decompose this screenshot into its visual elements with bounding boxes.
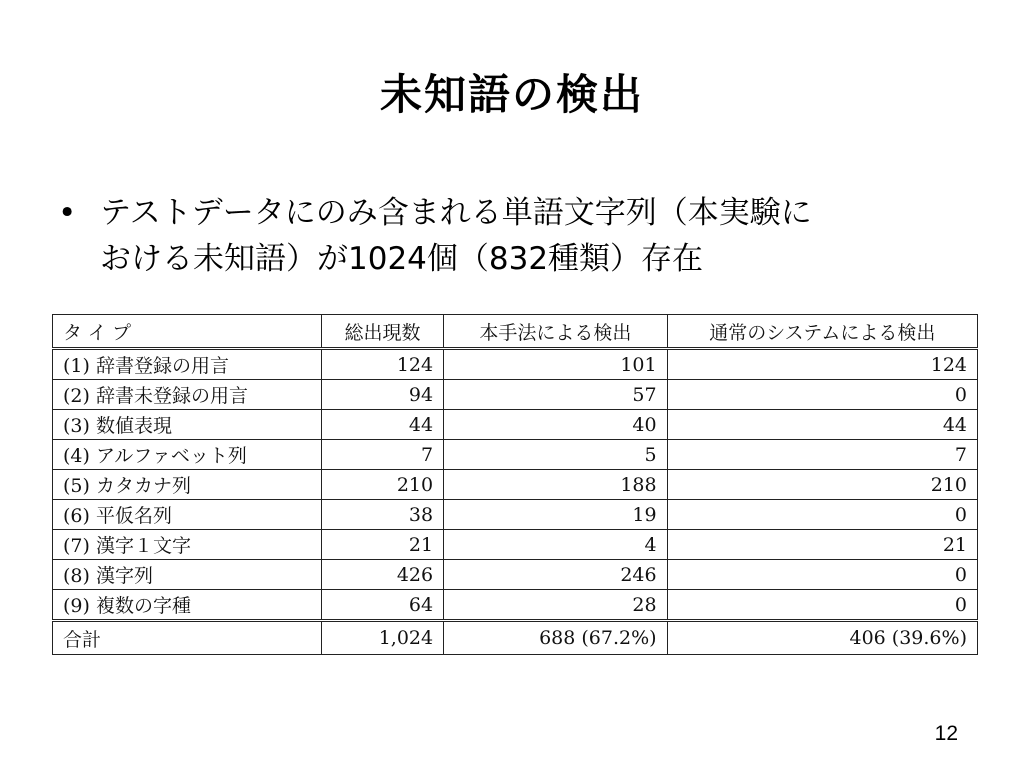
row-total-count: 38 [322, 500, 444, 530]
row-proposed-count: 28 [444, 590, 667, 621]
table-row [53, 349, 978, 380]
total-proposed: 688 (67.2%) [444, 621, 667, 655]
table-row [53, 530, 978, 560]
row-type: (9) 複数の字種 [53, 590, 322, 621]
row-type: (6) 平仮名列 [53, 500, 322, 530]
row-proposed-count: 246 [444, 560, 667, 590]
row-type: (2) 辞書未登録の用言 [53, 380, 322, 410]
total-count: 1,024 [322, 621, 444, 655]
row-proposed-count: 57 [444, 380, 667, 410]
row-proposed-count: 5 [444, 440, 667, 470]
row-type: (1) 辞書登録の用言 [53, 349, 322, 380]
table-total-row [53, 621, 978, 655]
row-type: (4) アルファベット列 [53, 440, 322, 470]
row-baseline-count: 21 [667, 530, 977, 560]
row-total-count: 426 [322, 560, 444, 590]
bullet-marker: • [58, 195, 77, 231]
header-type: タイプ [53, 315, 322, 349]
row-baseline-count: 7 [667, 440, 977, 470]
row-proposed-count: 19 [444, 500, 667, 530]
table-row [53, 410, 978, 440]
row-proposed-count: 188 [444, 470, 667, 500]
row-type: (3) 数値表現 [53, 410, 322, 440]
row-baseline-count: 0 [667, 590, 977, 621]
page-number: 12 [934, 722, 958, 745]
row-total-count: 44 [322, 410, 444, 440]
header-proposed-method: 本手法による検出 [444, 315, 667, 349]
scanned-table-image [52, 314, 978, 676]
bullet-line-1: テストデータにのみ含まれる単語文字列（本実験に [100, 195, 812, 231]
row-type: (7) 漢字１文字 [53, 530, 322, 560]
row-baseline-count: 210 [667, 470, 977, 500]
row-type: (8) 漢字列 [53, 560, 322, 590]
table-row [53, 500, 978, 530]
bullet-item [58, 190, 958, 282]
row-proposed-count: 101 [444, 349, 667, 380]
table-row [53, 440, 978, 470]
row-total-count: 7 [322, 440, 444, 470]
row-proposed-count: 40 [444, 410, 667, 440]
table-row [53, 590, 978, 621]
row-baseline-count: 44 [667, 410, 977, 440]
table-row [53, 380, 978, 410]
unknown-word-table [52, 314, 978, 655]
row-proposed-count: 4 [444, 530, 667, 560]
table-header-row [53, 315, 978, 349]
row-baseline-count: 0 [667, 380, 977, 410]
row-baseline-count: 124 [667, 349, 977, 380]
row-total-count: 94 [322, 380, 444, 410]
bullet-text [100, 190, 958, 282]
row-total-count: 21 [322, 530, 444, 560]
row-type: (5) カタカナ列 [53, 470, 322, 500]
total-baseline: 406 (39.6%) [667, 621, 977, 655]
row-baseline-count: 0 [667, 500, 977, 530]
table-row [53, 470, 978, 500]
row-total-count: 210 [322, 470, 444, 500]
slide-title: 未知語の検出 [379, 70, 644, 119]
table-row [53, 560, 978, 590]
row-total-count: 124 [322, 349, 444, 380]
header-total-count: 総出現数 [322, 315, 444, 349]
row-total-count: 64 [322, 590, 444, 621]
total-label: 合計 [53, 621, 322, 655]
header-baseline-system: 通常のシステムによる検出 [667, 315, 977, 349]
row-baseline-count: 0 [667, 560, 977, 590]
bullet-line-2: おける未知語）が1024個（832種類）存在 [100, 241, 704, 277]
